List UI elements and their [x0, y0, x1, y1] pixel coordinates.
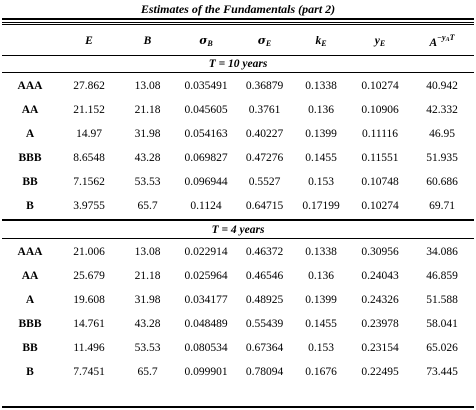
- table-cell-sigma-b: 0.035491: [184, 80, 228, 92]
- table-cell-sigma-e: 0.78094: [245, 366, 284, 378]
- table-cell-sigma-e: 0.36879: [245, 80, 284, 92]
- table-cell-y-e: 0.30956: [361, 246, 399, 258]
- table-cell-e: 27.862: [73, 80, 105, 92]
- section-divider-rule: [2, 219, 474, 221]
- rating-label: A: [25, 294, 35, 306]
- table-cell-sigma-e: 0.46372: [245, 246, 284, 258]
- table-cell-y-e: 0.24043: [361, 270, 399, 282]
- table-cell-e: 14.761: [73, 318, 105, 330]
- rating-label: AAA: [17, 246, 43, 258]
- bottom-rule: [2, 406, 474, 408]
- table-caption: Estimates of the Fundamentals (part 2): [140, 2, 336, 16]
- table-cell-b: 65.7: [137, 200, 158, 212]
- column-header-row: [2, 29, 474, 53]
- table-cell-e: 19.608: [73, 294, 105, 306]
- table-row: [2, 336, 474, 360]
- table-cell-a: 58.041: [426, 318, 458, 330]
- table-cell-y-e: 0.22495: [361, 366, 399, 378]
- table-cell-sigma-b: 0.096944: [184, 176, 228, 188]
- table-cell-k-e: 0.1455: [305, 318, 337, 330]
- table-cell-b: 13.08: [134, 80, 161, 92]
- table-cell-e: 25.679: [73, 270, 105, 282]
- top-rule-3: [2, 24, 474, 25]
- table-cell-sigma-b: 0.054163: [184, 128, 228, 140]
- header-k-E: $k_E$: [315, 34, 327, 48]
- table-cell-k-e: 0.136: [308, 270, 334, 282]
- table-cell-k-e: 0.1399: [305, 128, 337, 140]
- table-row: [2, 146, 474, 170]
- header-A-discounted: $A^{-yAT}$: [429, 33, 455, 49]
- table-row: [2, 170, 474, 194]
- table-cell-sigma-e: 0.47276: [245, 152, 284, 164]
- table-cell-sigma-e: 0.55439: [245, 318, 284, 330]
- section-title: T = 10 years: [208, 58, 268, 70]
- table-cell-a: 60.686: [426, 176, 458, 188]
- table-cell-y-e: 0.23978: [361, 318, 399, 330]
- table-cell-k-e: 0.1338: [305, 246, 337, 258]
- rating-label: AA: [21, 270, 39, 282]
- table-row: [2, 240, 474, 264]
- table-cell-b: 31.98: [134, 294, 161, 306]
- rating-label: A: [25, 128, 35, 140]
- table-cell-b: 21.18: [134, 104, 161, 116]
- table-row: [2, 312, 474, 336]
- table-row: [2, 98, 474, 122]
- table-cell-y-e: 0.10906: [361, 104, 399, 116]
- section-rule: [2, 72, 474, 73]
- table-cell-e: 8.6548: [73, 152, 105, 164]
- table-cell-y-e: 0.11116: [361, 128, 399, 140]
- rating-label: AA: [21, 104, 39, 116]
- table-cell-a: 51.588: [426, 294, 458, 306]
- table-cell-k-e: 0.136: [308, 104, 334, 116]
- table-cell-k-e: 0.1338: [305, 80, 337, 92]
- section-rule: [2, 238, 474, 239]
- table-cell-y-e: 0.10274: [361, 80, 399, 92]
- table-cell-y-e: 0.11551: [361, 152, 399, 164]
- table-cell-k-e: 0.1399: [305, 294, 337, 306]
- table-cell-a: 73.445: [426, 366, 458, 378]
- table-cell-y-e: 0.10274: [361, 200, 399, 212]
- table-cell-b: 65.7: [137, 366, 158, 378]
- table-cell-k-e: 0.17199: [302, 200, 340, 212]
- table-cell-b: 43.28: [134, 318, 161, 330]
- table-cell-b: 53.53: [134, 342, 161, 354]
- table-cell-k-e: 0.153: [308, 342, 334, 354]
- header-B: B: [143, 35, 152, 47]
- table-cell-a: 65.026: [426, 342, 458, 354]
- table-cell-a: 40.942: [426, 80, 458, 92]
- table-cell-sigma-b: 0.045605: [184, 104, 228, 116]
- rating-label: BBB: [18, 152, 42, 164]
- table-cell-b: 21.18: [134, 270, 161, 282]
- top-rule-1: [2, 18, 474, 20]
- table-cell-e: 11.496: [73, 342, 105, 354]
- table-cell-sigma-e: 0.40227: [245, 128, 284, 140]
- table-cell-a: 46.859: [426, 270, 458, 282]
- table-cell-sigma-e: 0.5527: [248, 176, 281, 188]
- table-cell-a: 34.086: [426, 246, 458, 258]
- table-cell-a: 69.71: [429, 200, 455, 212]
- table-cell-sigma-b: 0.048489: [184, 318, 228, 330]
- header-sigma-E: $\sigma_E$: [257, 34, 272, 48]
- table-cell-k-e: 0.1676: [305, 366, 337, 378]
- table-cell-sigma-b: 0.034177: [184, 294, 228, 306]
- table-cell-e: 7.7451: [73, 366, 105, 378]
- table-cell-sigma-e: 0.64715: [245, 200, 284, 212]
- table-cell-b: 13.08: [134, 246, 161, 258]
- table-cell-a: 51.935: [426, 152, 458, 164]
- table-cell-k-e: 0.153: [308, 176, 334, 188]
- rating-label: B: [26, 366, 34, 378]
- table-cell-y-e: 0.10748: [361, 176, 399, 188]
- table-cell-b: 53.53: [134, 176, 161, 188]
- table-row: [2, 122, 474, 146]
- table-cell-a: 46.95: [429, 128, 455, 140]
- table-cell-sigma-b: 0.022914: [184, 246, 228, 258]
- top-rule-2: [2, 22, 474, 23]
- table-row: [2, 360, 474, 384]
- table-row: [2, 264, 474, 288]
- header-sigma-B: $\sigma_B$: [199, 34, 213, 48]
- table-cell-y-e: 0.24326: [361, 294, 399, 306]
- table-cell-b: 43.28: [134, 152, 161, 164]
- rating-label: B: [26, 200, 34, 212]
- table-cell-e: 7.1562: [73, 176, 105, 188]
- table-cell-y-e: 0.23154: [361, 342, 399, 354]
- table-cell-k-e: 0.1455: [305, 152, 337, 164]
- table-row: [2, 74, 474, 98]
- rating-label: BB: [22, 176, 38, 188]
- table-cell-a: 42.332: [426, 104, 458, 116]
- table-cell-sigma-e: 0.48925: [245, 294, 284, 306]
- table-cell-sigma-b: 0.069827: [184, 152, 228, 164]
- table-cell-sigma-b: 0.080534: [184, 342, 228, 354]
- table-cell-b: 31.98: [134, 128, 161, 140]
- table-cell-sigma-e: 0.3761: [248, 104, 281, 116]
- table-cell-sigma-b: 0.1124: [190, 200, 222, 212]
- table-row: [2, 194, 474, 218]
- header-E: E: [85, 35, 93, 47]
- rating-label: BBB: [18, 318, 42, 330]
- table-row: [2, 288, 474, 312]
- rating-label: AAA: [17, 80, 43, 92]
- table-cell-sigma-e: 0.46546: [245, 270, 284, 282]
- table-cell-e: 21.006: [73, 246, 105, 258]
- table-cell-e: 14.97: [76, 128, 102, 140]
- table-cell-sigma-b: 0.099901: [184, 366, 228, 378]
- header-y-E: $y_E$: [374, 34, 386, 48]
- table-cell-sigma-b: 0.025964: [184, 270, 228, 282]
- section-title: T = 4 years: [211, 224, 265, 236]
- table-cell-e: 21.152: [73, 104, 105, 116]
- table-cell-sigma-e: 0.67364: [245, 342, 284, 354]
- rating-label: BB: [22, 342, 38, 354]
- table-cell-e: 3.9755: [73, 200, 105, 212]
